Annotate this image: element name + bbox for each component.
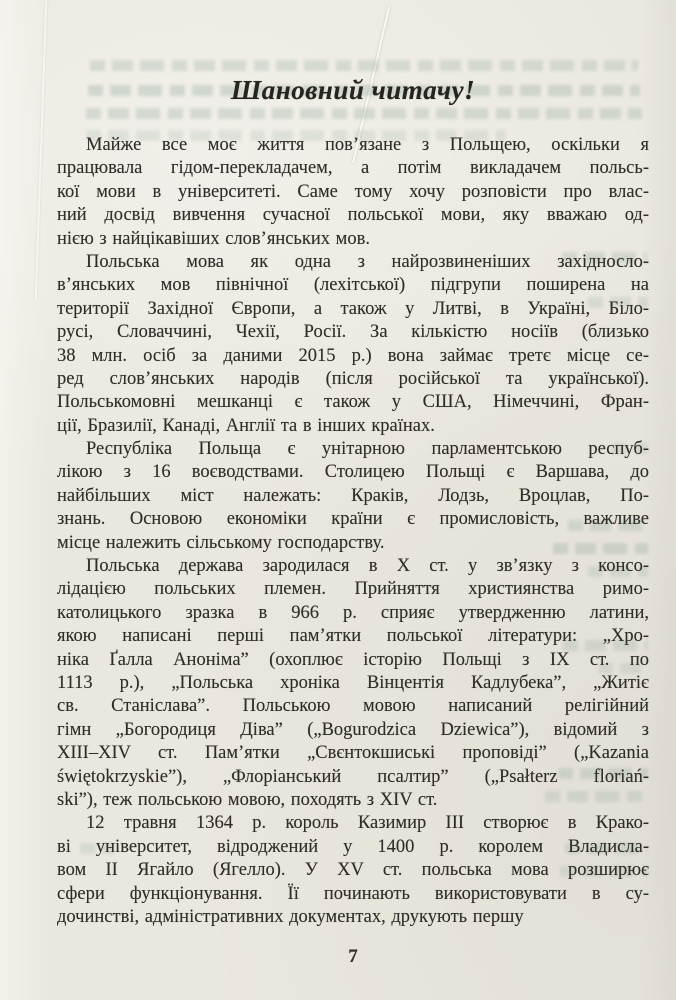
text-line: Польськомовні мешканці є також у США, Німеччині, Фран- <box>57 392 649 413</box>
text-line: найбільших міст належать: Краків, Лодзь, Вроцлав, По- <box>57 485 649 506</box>
text-line: в’янських мов північної (лехітської) підгрупи поширена на <box>57 275 649 296</box>
page-number: 7 <box>348 946 358 967</box>
text-line: świętokrzyskie”), „Флоріанський псалтир” („Psałterz floriań- <box>57 766 649 787</box>
text-line: ніка Ґалла Аноніма” (охоплює історію Польщі з IX ст. по <box>57 649 649 670</box>
text-line: ві університет, відроджений у 1400 р. королем Владисла- <box>57 836 649 857</box>
paragraph <box>57 438 649 555</box>
text-line: сфери функціонування. Її починають використовувати в су- <box>57 883 649 904</box>
text-line: св. Станіслава”. Польською мовою написаний релігійний <box>57 696 649 717</box>
text-line: працювала гідом-перекладачем, а потім викладачем польсь- <box>57 158 649 179</box>
text-line: місце належить сільському господарству. <box>57 532 385 553</box>
paragraph <box>57 555 649 812</box>
text-line: католицького зразка в 966 р. сприяє утвердженню латини, <box>57 602 649 623</box>
text-line: ред слов’янських народів (після російської та української). <box>57 368 649 389</box>
text-line: Польська мова як одна з найрозвиненіших західносло- <box>86 251 649 272</box>
text-line: 1113 р.), „Польська хроніка Вінцентія Кадлубека”, „Житіє <box>57 672 649 693</box>
paragraph <box>57 251 649 438</box>
text-line: ції, Бразилії, Канаді, Англії та в інших країнах. <box>57 415 435 436</box>
text-line: території Західної Європи, а також у Литві, в Україні, Біло- <box>57 298 649 319</box>
text-line: якою написані перші пам’ятки польської літератури: „Хро- <box>57 626 649 647</box>
text-line: 12 травня 1364 р. король Казимир III створює в Крако- <box>86 813 649 834</box>
bleedthrough-smudge <box>86 108 642 119</box>
text-line: Республіка Польща є унітарною парламентською респуб- <box>86 439 649 460</box>
page-title: Шановний читачу! <box>230 75 476 106</box>
text-line: лікою з 16 воєводствами. Столицею Польщі є Варшава, до <box>57 462 649 483</box>
text-line: Майже все моє життя пов’язане з Польщею, оскільки я <box>86 135 649 155</box>
paragraph <box>57 812 649 929</box>
bleedthrough-smudge <box>90 60 638 71</box>
body-text <box>57 134 649 929</box>
text-line: гімн „Богородиця Діва” („Bogurodzica Dziewica”), відомий з <box>57 719 649 740</box>
paragraph <box>57 134 649 251</box>
text-line: нією з найцікавіших слов’янських мов. <box>57 228 370 249</box>
text-line: вом II Ягайло (Ягелло). У XV ст. польська мова розширює <box>57 860 649 881</box>
text-line: русі, Словаччині, Чехії, Росії. За кількістю носіїв (близько <box>57 322 649 343</box>
text-line: знань. Основою економіки країни є промисловість, важливе <box>57 509 649 530</box>
text-line: ski”), теж польською мовою, походять з XIV ст. <box>57 789 438 810</box>
text-line: кої мови в університеті. Саме тому хочу розповісти про влас- <box>57 181 649 202</box>
text-line: 38 млн. осіб за даними 2015 р.) вона займає третє місце се- <box>57 345 649 366</box>
text-line: XIII–XIV ст. Пам’ятки „Свєнтокшиські проповіді” („Kazania <box>57 743 649 764</box>
text-line: ний досвід вивчення сучасної польської мови, яку вважаю од- <box>57 205 649 226</box>
text-line: Польська держава зародилася в X ст. у зв’язку з консо- <box>86 556 649 577</box>
paper-crease <box>35 0 47 300</box>
text-line: лідацією польських племен. Прийняття християнства римо- <box>57 579 649 600</box>
text-line: дочинстві, адміністративних документах, друкують першу <box>57 906 524 927</box>
